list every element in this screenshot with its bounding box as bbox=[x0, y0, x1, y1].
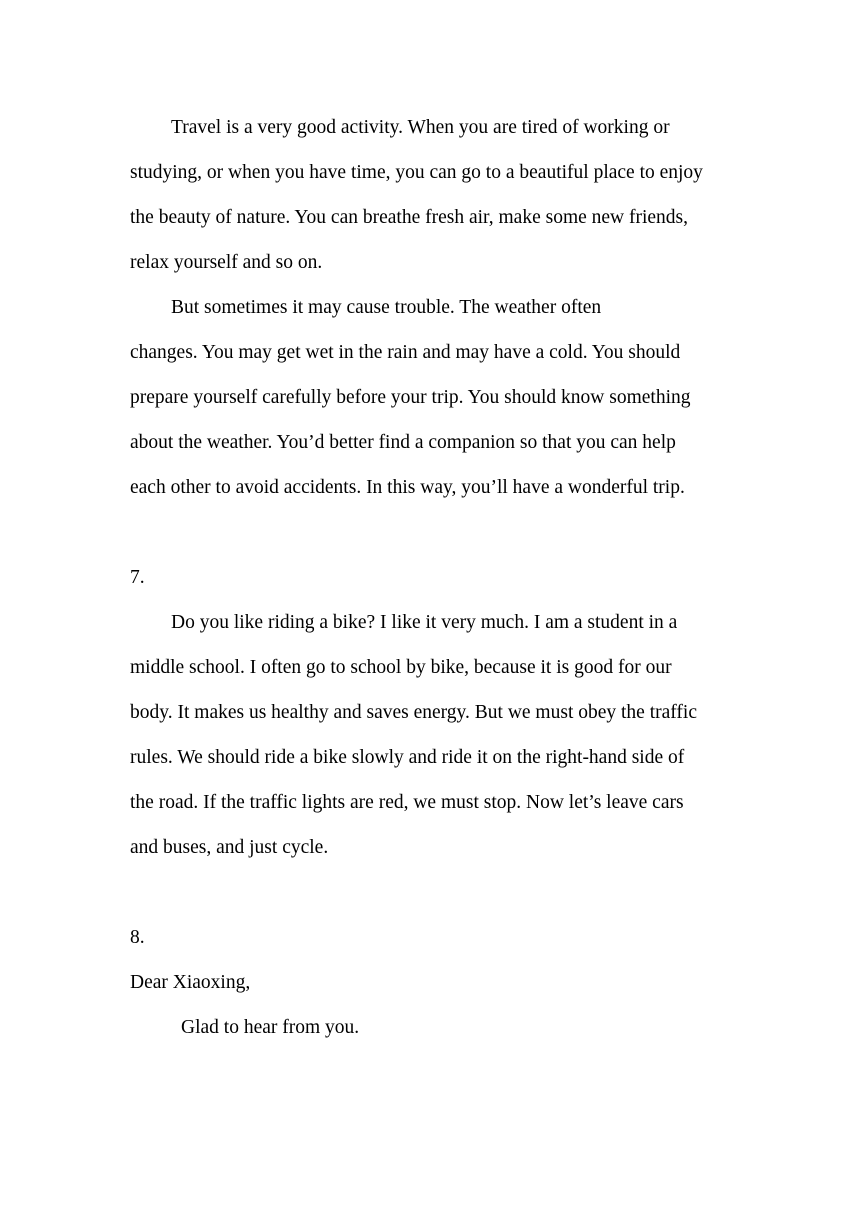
p6-para2-line5: each other to avoid accidents. In this way, you’ll have a wonderful trip. bbox=[130, 477, 685, 498]
p6-para2-line3: prepare yourself carefully before your trip. You should know something bbox=[130, 387, 691, 408]
p7-line6: and buses, and just cycle. bbox=[130, 837, 329, 858]
p7-line5: the road. If the traffic lights are red, we must stop. Now let’s leave cars bbox=[130, 792, 684, 813]
p7-number: 7. bbox=[130, 567, 145, 588]
p8-salutation: Dear Xiaoxing, bbox=[130, 972, 251, 993]
p6-para1-line2: studying, or when you have time, you can go to a beautiful place to enjoy bbox=[130, 162, 703, 183]
p8-line1: Glad to hear from you. bbox=[181, 1017, 360, 1038]
p6-para2-line4: about the weather. You’d better find a companion so that you can help bbox=[130, 432, 676, 453]
p6-para2-line2: changes. You may get wet in the rain and may have a cold. You should bbox=[130, 342, 681, 363]
p7-line3: body. It makes us healthy and saves energy. But we must obey the traffic bbox=[130, 702, 697, 723]
p8-number: 8. bbox=[130, 927, 145, 948]
p6-para1-line4: relax yourself and so on. bbox=[130, 252, 323, 273]
p7-line1: Do you like riding a bike? I like it very much. I am a student in a bbox=[171, 612, 678, 633]
p6-para1-line1: Travel is a very good activity. When you are tired of working or bbox=[171, 117, 670, 138]
p6-para1-line3: the beauty of nature. You can breathe fresh air, make some new friends, bbox=[130, 207, 689, 228]
p7-line2: middle school. I often go to school by bike, because it is good for our bbox=[130, 657, 672, 678]
p6-para2-line1: But sometimes it may cause trouble. The weather often bbox=[171, 297, 602, 318]
p7-line4: rules. We should ride a bike slowly and ride it on the right-hand side of bbox=[130, 747, 685, 768]
